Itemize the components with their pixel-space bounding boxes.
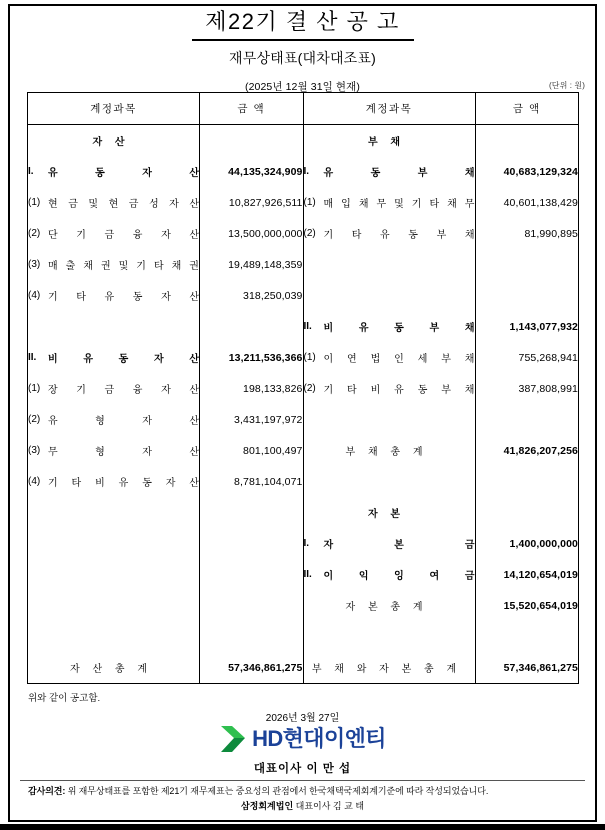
asset-amount-value: 801,100,497 (200, 435, 304, 466)
table-row (28, 156, 579, 187)
account-label: 기 타 비 유 동 자 산 (48, 478, 199, 489)
asset-account-label (28, 218, 200, 249)
asset-account-label (28, 156, 200, 187)
account-number: (1) (303, 352, 316, 363)
page-title: 제22기 결 산 공 고 (205, 9, 400, 34)
table-cell-empty (28, 528, 200, 559)
table-body (28, 125, 579, 684)
asset-account-label (28, 280, 200, 311)
table-row (28, 280, 579, 311)
liability-total-label (303, 652, 475, 684)
table-cell-empty (28, 497, 200, 528)
account-label: 부 채 총 계 (345, 447, 428, 458)
document-header (0, 0, 605, 94)
asset-amount-value: 10,827,926,511 (200, 187, 304, 218)
account-label: 기 타 유 동 부 채 (323, 230, 475, 241)
company-logo (0, 726, 605, 752)
column-header-asset-account: 계정과목 (28, 93, 200, 125)
account-label: 자 본 (367, 509, 406, 520)
liability-amount-value: 81,990,895 (475, 218, 579, 249)
column-header-liability-account: 계정과목 (303, 93, 475, 125)
liability-account-label (303, 156, 475, 187)
liability-amount-value: 14,120,654,019 (475, 559, 579, 590)
account-label: 이 연 법 인 세 부 채 (323, 354, 475, 365)
table-row (28, 125, 579, 157)
table-cell-empty (28, 621, 200, 652)
account-label: 무 형 자 산 (48, 447, 199, 458)
account-label: 기 타 유 동 자 산 (48, 292, 199, 303)
table-cell-empty (475, 466, 579, 497)
table-cell-empty (200, 125, 304, 157)
table-row (28, 218, 579, 249)
account-number: (2) (28, 414, 41, 425)
liability-amount-value: 387,808,991 (475, 373, 579, 404)
table-row (28, 187, 579, 218)
account-label: 장 기 금 융 자 산 (48, 385, 199, 396)
account-number: (1) (28, 383, 41, 394)
table-cell-empty (303, 404, 475, 435)
table-row (28, 652, 579, 684)
asset-account-label (28, 404, 200, 435)
table-row (28, 342, 579, 373)
auditor-firm-name: 삼정회계법인 (240, 801, 294, 811)
asset-amount-value: 19,489,148,359 (200, 249, 304, 280)
document-subtitle: 재무상태표(대차대조표) (229, 49, 376, 66)
table-cell-empty (200, 590, 304, 621)
table-cell-empty (475, 497, 579, 528)
account-label: 자 산 총 계 (70, 664, 152, 675)
auditor-signature-line (0, 799, 605, 812)
asset-account-label (28, 435, 200, 466)
currency-unit-note: (단위 : 원) (549, 81, 585, 90)
table-cell-empty (200, 621, 304, 652)
table-header (28, 93, 579, 125)
table-row (28, 311, 579, 342)
account-number: II. (303, 321, 312, 332)
as-of-date: (2025년 12월 31일 현재) (245, 80, 360, 93)
liability-account-label (303, 528, 475, 559)
table-row (28, 373, 579, 404)
table-cell-empty (303, 249, 475, 280)
liability-total-label (303, 435, 475, 466)
asset-amount-value: 318,250,039 (200, 280, 304, 311)
public-notice-text: 위와 같이 공고함. (28, 693, 101, 704)
table-row (28, 404, 579, 435)
liability-account-label (303, 218, 475, 249)
company-name: HD현대이엔티 (252, 726, 386, 751)
table-cell-empty (475, 280, 579, 311)
liability-amount-value: 755,268,941 (475, 342, 579, 373)
liability-account-label (303, 311, 475, 342)
account-label: 비 유 동 자 산 (48, 354, 199, 365)
account-label: 비 유 동 부 채 (323, 323, 475, 334)
account-number: (1) (28, 197, 41, 208)
asset-amount-value: 198,133,826 (200, 373, 304, 404)
account-number: (2) (28, 228, 41, 239)
table-cell-empty (28, 559, 200, 590)
table-cell-empty (200, 311, 304, 342)
table-cell-empty (475, 249, 579, 280)
column-header-asset-amount: 금 액 (200, 93, 304, 125)
account-label: 매 출 채 권 및 기 타 채 권 (48, 261, 199, 272)
table-cell-empty (28, 311, 200, 342)
table-cell-empty (28, 590, 200, 621)
footer-divider (20, 780, 585, 781)
table-row (28, 466, 579, 497)
audit-opinion-label: 감사의견: (28, 786, 66, 796)
table-cell-empty (200, 497, 304, 528)
auditor-ceo-name: 대표이사 김 교 태 (295, 801, 365, 811)
table-cell-empty (303, 466, 475, 497)
liability-account-label (303, 342, 475, 373)
account-number: (2) (303, 228, 316, 239)
table-header-row (28, 93, 579, 125)
account-number: (3) (28, 445, 41, 456)
table-row (28, 621, 579, 652)
asset-amount-value: 13,500,000,000 (200, 218, 304, 249)
account-number: (4) (28, 476, 41, 487)
signature-date: 2026년 3월 27일 (265, 713, 340, 724)
table-cell-empty (475, 404, 579, 435)
table-row (28, 497, 579, 528)
account-number: I. (28, 166, 34, 177)
account-label: 기 타 비 유 동 부 채 (323, 385, 475, 396)
liability-account-label (303, 373, 475, 404)
liability-account-label (303, 187, 475, 218)
asset-section-label (28, 125, 200, 157)
asset-account-label (28, 373, 200, 404)
account-label: 부 채 와 자 본 총 계 (311, 664, 462, 675)
account-label: 이 익 잉 여 금 (323, 571, 475, 582)
audit-opinion (28, 784, 578, 797)
table-cell-empty (200, 528, 304, 559)
table-row (28, 435, 579, 466)
audit-opinion-body: 위 재무상태표를 포함한 제21기 재무제표는 중요성의 관점에서 한국채택국제회계기준에 따라 작성되었습니다. (67, 786, 489, 796)
account-number: I. (303, 166, 310, 177)
table-cell-empty (200, 559, 304, 590)
asset-account-label (28, 342, 200, 373)
column-header-liability-amount: 금 액 (475, 93, 579, 125)
account-label: 자 산 (92, 137, 130, 148)
liability-total-label (303, 590, 475, 621)
table-row (28, 528, 579, 559)
liability-amount-value: 15,520,654,019 (475, 590, 579, 621)
liability-section-label (303, 497, 475, 528)
account-number: II. (28, 352, 37, 363)
ceo-signature-line: 대표이사 이 만 섭 (253, 763, 352, 775)
table-cell-empty (475, 125, 579, 157)
asset-account-label (28, 187, 200, 218)
liability-amount-value: 1,400,000,000 (475, 528, 579, 559)
table-cell-empty (303, 621, 475, 652)
liability-account-label (303, 559, 475, 590)
account-number: I. (303, 538, 310, 549)
liability-amount-value: 40,601,138,429 (475, 187, 579, 218)
account-label: 유 형 자 산 (48, 416, 199, 427)
table-row (28, 590, 579, 621)
liability-section-label (303, 125, 475, 157)
account-number: (4) (28, 290, 41, 301)
asset-amount-value: 3,431,197,972 (200, 404, 304, 435)
asset-amount-value: 8,781,104,071 (200, 466, 304, 497)
account-label: 부 채 (367, 137, 406, 148)
account-label: 자 본 총 계 (345, 602, 428, 613)
table-cell-empty (475, 621, 579, 652)
asset-account-label (28, 466, 200, 497)
account-number: (1) (303, 197, 316, 208)
liability-amount-value: 1,143,077,932 (475, 311, 579, 342)
account-label: 유 동 자 산 (48, 168, 199, 179)
table-cell-empty (303, 280, 475, 311)
asset-account-label (28, 249, 200, 280)
account-label: 자 본 금 (323, 540, 475, 551)
asset-amount-value: 44,135,324,909 (200, 156, 304, 187)
asset-amount-value: 13,211,536,366 (200, 342, 304, 373)
liability-amount-value: 40,683,129,324 (475, 156, 579, 187)
asset-total-label (28, 652, 200, 684)
account-number: II. (303, 569, 312, 580)
hd-hyundai-chevron-icon (219, 726, 247, 752)
liability-amount-value: 57,346,861,275 (475, 652, 579, 684)
account-label: 단 기 금 융 자 산 (48, 230, 199, 241)
table-row (28, 249, 579, 280)
balance-sheet-table (27, 92, 579, 684)
bottom-edge-bar (0, 824, 605, 830)
account-number: (2) (303, 383, 316, 394)
account-label: 유 동 부 채 (323, 168, 475, 179)
table-row (28, 559, 579, 590)
account-label: 매 입 채 무 및 기 타 채 무 (323, 199, 475, 210)
asset-amount-value: 57,346,861,275 (200, 652, 304, 684)
liability-amount-value: 41,826,207,256 (475, 435, 579, 466)
account-label: 현 금 및 현 금 성 자 산 (48, 199, 199, 210)
account-number: (3) (28, 259, 41, 270)
